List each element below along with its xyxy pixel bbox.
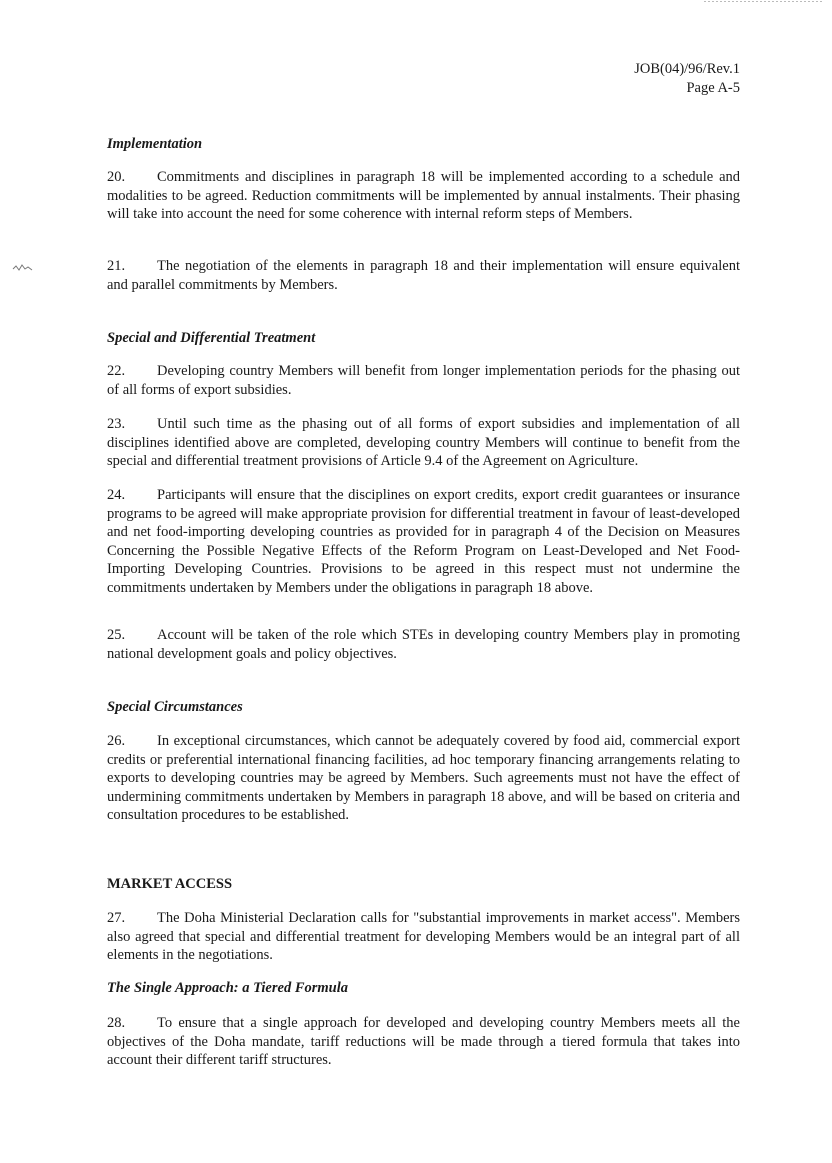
- paragraph-24: [107, 486, 740, 597]
- page-number: Page A-5: [686, 80, 740, 96]
- paragraph-28: [107, 1014, 740, 1070]
- paragraph-27: [107, 909, 740, 965]
- heading-special-circumstances: Special Circumstances: [107, 699, 243, 715]
- paragraph-number: 24.: [107, 487, 126, 503]
- paragraph-number: 28.: [107, 1015, 126, 1031]
- paragraph-number: 23.: [107, 416, 126, 432]
- paragraph-text: Account will be taken of the role which STEs in developing country Members play in promoting national development goals and policy objectives.: [107, 627, 740, 662]
- paragraph-text: To ensure that a single approach for developed and developing country Members meets all the objectives of the Doha mandate, tariff reductions will be made through a tiered formula that takes into account their different tariff structures.: [107, 1015, 740, 1068]
- paragraph-25: [107, 626, 740, 663]
- paragraph-number: 22.: [107, 363, 126, 379]
- margin-mark: [12, 262, 34, 272]
- paragraph-number: 21.: [107, 258, 126, 274]
- paragraph-23: [107, 415, 740, 471]
- heading-implementation: Implementation: [107, 136, 203, 152]
- paragraph-26: [107, 732, 740, 825]
- paragraph-22: [107, 362, 740, 399]
- scan-artifact: [704, 0, 824, 3]
- paragraph-21: [107, 257, 740, 294]
- paragraph-text: Participants will ensure that the disciplines on export credits, export credit guarantees or insurance programs to be agreed will make appropriate provision for differential treatment in favour of least-developed and net food-importing developing countries as provided for in paragraph 4 of the Decision on Measures Concerning the Possible Negative Effects of the Reform Program on Least-Developed and Net Food-Importing Developing Countries. Provisions to be agreed in this respect must not undermine the commitments undertaken by Members under the obligations in paragraph 18 above.: [107, 487, 740, 596]
- paragraph-20: [107, 168, 740, 224]
- heading-single-approach: The Single Approach: a Tiered Formula: [107, 980, 349, 996]
- paragraph-number: 20.: [107, 169, 126, 185]
- paragraph-text: The Doha Ministerial Declaration calls for "substantial improvements in market access". Members also agreed that special and differential treatment for developing Members would be an integral part of all elements in the negotiations.: [107, 910, 740, 963]
- paragraph-text: Until such time as the phasing out of all forms of export subsidies and implementation of all disciplines identified above are completed, developing country Members will continue to benefit from the special and differential treatment provisions of Article 9.4 of the Agreement on Agriculture.: [107, 416, 740, 469]
- heading-special-differential: Special and Differential Treatment: [107, 330, 316, 346]
- heading-market-access: MARKET ACCESS: [107, 876, 233, 892]
- paragraph-number: 27.: [107, 910, 126, 926]
- document-header: [634, 60, 740, 98]
- paragraph-text: Developing country Members will benefit from longer implementation periods for the phasing out of all forms of export subsidies.: [107, 363, 740, 398]
- paragraph-text: In exceptional circumstances, which cannot be adequately covered by food aid, commercial export credits or preferential international financing facilities, ad hoc temporary financing arrangements relating to exports to developing countries may be agreed by Members. Such agreements must not have the effect of undermining commitments undertaken by Members in paragraph 18 above, and will be based on criteria and consultation procedures to be established.: [107, 733, 740, 823]
- paragraph-number: 25.: [107, 627, 126, 643]
- document-reference: JOB(04)/96/Rev.1: [634, 61, 740, 77]
- paragraph-text: Commitments and disciplines in paragraph 18 will be implemented according to a schedule and modalities to be agreed. Reduction commitments will be implemented by annual instalments. Their phasing will take into account the need for some coherence with internal reform steps of Members.: [107, 169, 740, 222]
- paragraph-number: 26.: [107, 733, 126, 749]
- paragraph-text: The negotiation of the elements in paragraph 18 and their implementation will ensure equivalent and parallel commitments by Members.: [107, 258, 740, 293]
